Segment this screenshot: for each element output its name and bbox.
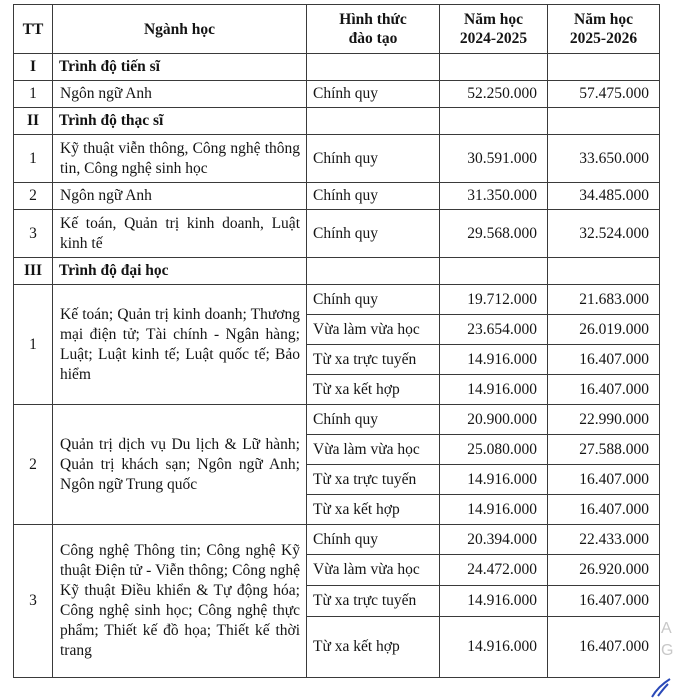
level-row: [14, 258, 660, 285]
training-mode: Chính quy: [307, 183, 440, 210]
level-row: [14, 108, 660, 135]
header-mode: Hình thức đào tạo: [307, 5, 440, 54]
table-row: [14, 183, 660, 210]
fee-2025-2026: 34.485.000: [548, 183, 660, 210]
program-major: Công nghệ Thông tin; Công nghệ Kỹ thuật Điện tử - Viễn thông; Công nghệ Kỹ thuật Điều khiển & Tự động hóa; Công nghệ sinh học; Công nghệ thực phẩm; Thiết kế đồ họa; Thiết kế thời trang: [53, 525, 307, 678]
fee-2024-2025: 29.568.000: [440, 210, 548, 258]
training-mode: Từ xa kết hợp: [307, 375, 440, 405]
program-major: Ngôn ngữ Anh: [53, 183, 307, 210]
program-major: Quản trị dịch vụ Du lịch & Lữ hành; Quản trị khách sạn; Ngôn ngữ Anh; Ngôn ngữ Trung quốc: [53, 405, 307, 525]
program-number: 2: [14, 405, 53, 525]
program-number: 3: [14, 525, 53, 678]
program-major: Kế toán; Quản trị kinh doanh; Thương mại điện tử; Tài chính - Ngân hàng; Luật; Luật kinh tế; Luật quốc tế; Bảo hiểm: [53, 285, 307, 405]
table-body: [14, 54, 660, 678]
signature-stroke-icon: [648, 678, 674, 698]
program-major: Ngôn ngữ Anh: [53, 81, 307, 108]
fee-2025-2026: 33.650.000: [548, 135, 660, 183]
tuition-table: [13, 4, 660, 678]
program-number: 1: [14, 81, 53, 108]
training-mode: Từ xa kết hợp: [307, 617, 440, 678]
table-row: [14, 135, 660, 183]
fee-2024-2025: 14.916.000: [440, 345, 548, 375]
program-number: 1: [14, 285, 53, 405]
program-major: Kỹ thuật viễn thông, Công nghệ thông tin, Công nghệ sinh học: [53, 135, 307, 183]
training-mode: Chính quy: [307, 135, 440, 183]
table-row: [14, 210, 660, 258]
fee-2024-2025: 31.350.000: [440, 183, 548, 210]
fee-2025-2026: 16.407.000: [548, 375, 660, 405]
fee-2025-2026: 22.990.000: [548, 405, 660, 435]
level-name: Trình độ tiến sĩ: [53, 54, 307, 81]
level-roman: III: [14, 258, 53, 285]
level-row: [14, 54, 660, 81]
training-mode: Từ xa trực tuyến: [307, 586, 440, 617]
empty-cell: [307, 108, 440, 135]
fee-2024-2025: 25.080.000: [440, 435, 548, 465]
header-major: Ngành học: [53, 5, 307, 54]
header-year-2024: Năm học 2024-2025: [440, 5, 548, 54]
empty-cell: [440, 258, 548, 285]
training-mode: Từ xa trực tuyến: [307, 345, 440, 375]
fee-2024-2025: 14.916.000: [440, 495, 548, 525]
table-row: [14, 81, 660, 108]
watermark-letter-top: A: [661, 620, 672, 637]
training-mode: Chính quy: [307, 285, 440, 315]
fee-2025-2026: 21.683.000: [548, 285, 660, 315]
training-mode: Chính quy: [307, 210, 440, 258]
fee-2025-2026: 26.920.000: [548, 555, 660, 586]
level-roman: I: [14, 54, 53, 81]
table-row: [14, 525, 660, 555]
training-mode: Vừa làm vừa học: [307, 555, 440, 586]
program-major: Kế toán, Quản trị kinh doanh, Luật kinh tế: [53, 210, 307, 258]
training-mode: Chính quy: [307, 405, 440, 435]
training-mode: Từ xa kết hợp: [307, 495, 440, 525]
table-row: [14, 405, 660, 435]
fee-2025-2026: 16.407.000: [548, 586, 660, 617]
fee-2024-2025: 23.654.000: [440, 315, 548, 345]
fee-2025-2026: 16.407.000: [548, 465, 660, 495]
training-mode: Vừa làm vừa học: [307, 435, 440, 465]
level-name: Trình độ thạc sĩ: [53, 108, 307, 135]
empty-cell: [440, 54, 548, 81]
fee-2025-2026: 32.524.000: [548, 210, 660, 258]
fee-2024-2025: 52.250.000: [440, 81, 548, 108]
empty-cell: [548, 258, 660, 285]
fee-2024-2025: 20.900.000: [440, 405, 548, 435]
empty-cell: [307, 54, 440, 81]
training-mode: Từ xa trực tuyến: [307, 465, 440, 495]
fee-2024-2025: 19.712.000: [440, 285, 548, 315]
fee-2025-2026: 26.019.000: [548, 315, 660, 345]
table-row: [14, 285, 660, 315]
fee-2025-2026: 16.407.000: [548, 345, 660, 375]
level-roman: II: [14, 108, 53, 135]
fee-2024-2025: 14.916.000: [440, 465, 548, 495]
header-row: [14, 5, 660, 54]
fee-2025-2026: 16.407.000: [548, 495, 660, 525]
program-number: 1: [14, 135, 53, 183]
fee-2024-2025: 30.591.000: [440, 135, 548, 183]
fee-2024-2025: 20.394.000: [440, 525, 548, 555]
empty-cell: [440, 108, 548, 135]
program-number: 2: [14, 183, 53, 210]
empty-cell: [307, 258, 440, 285]
program-number: 3: [14, 210, 53, 258]
training-mode: Vừa làm vừa học: [307, 315, 440, 345]
fee-2025-2026: 16.407.000: [548, 617, 660, 678]
empty-cell: [548, 108, 660, 135]
header-year-2025: Năm học 2025-2026: [548, 5, 660, 54]
fee-2025-2026: 22.433.000: [548, 525, 660, 555]
fee-2024-2025: 14.916.000: [440, 375, 548, 405]
level-name: Trình độ đại học: [53, 258, 307, 285]
header-tt: TT: [14, 5, 53, 54]
fee-2025-2026: 57.475.000: [548, 81, 660, 108]
training-mode: Chính quy: [307, 525, 440, 555]
training-mode: Chính quy: [307, 81, 440, 108]
fee-2024-2025: 14.916.000: [440, 617, 548, 678]
fee-2024-2025: 14.916.000: [440, 586, 548, 617]
fee-2024-2025: 24.472.000: [440, 555, 548, 586]
empty-cell: [548, 54, 660, 81]
fee-2025-2026: 27.588.000: [548, 435, 660, 465]
watermark-letter-bottom: G: [661, 642, 674, 659]
